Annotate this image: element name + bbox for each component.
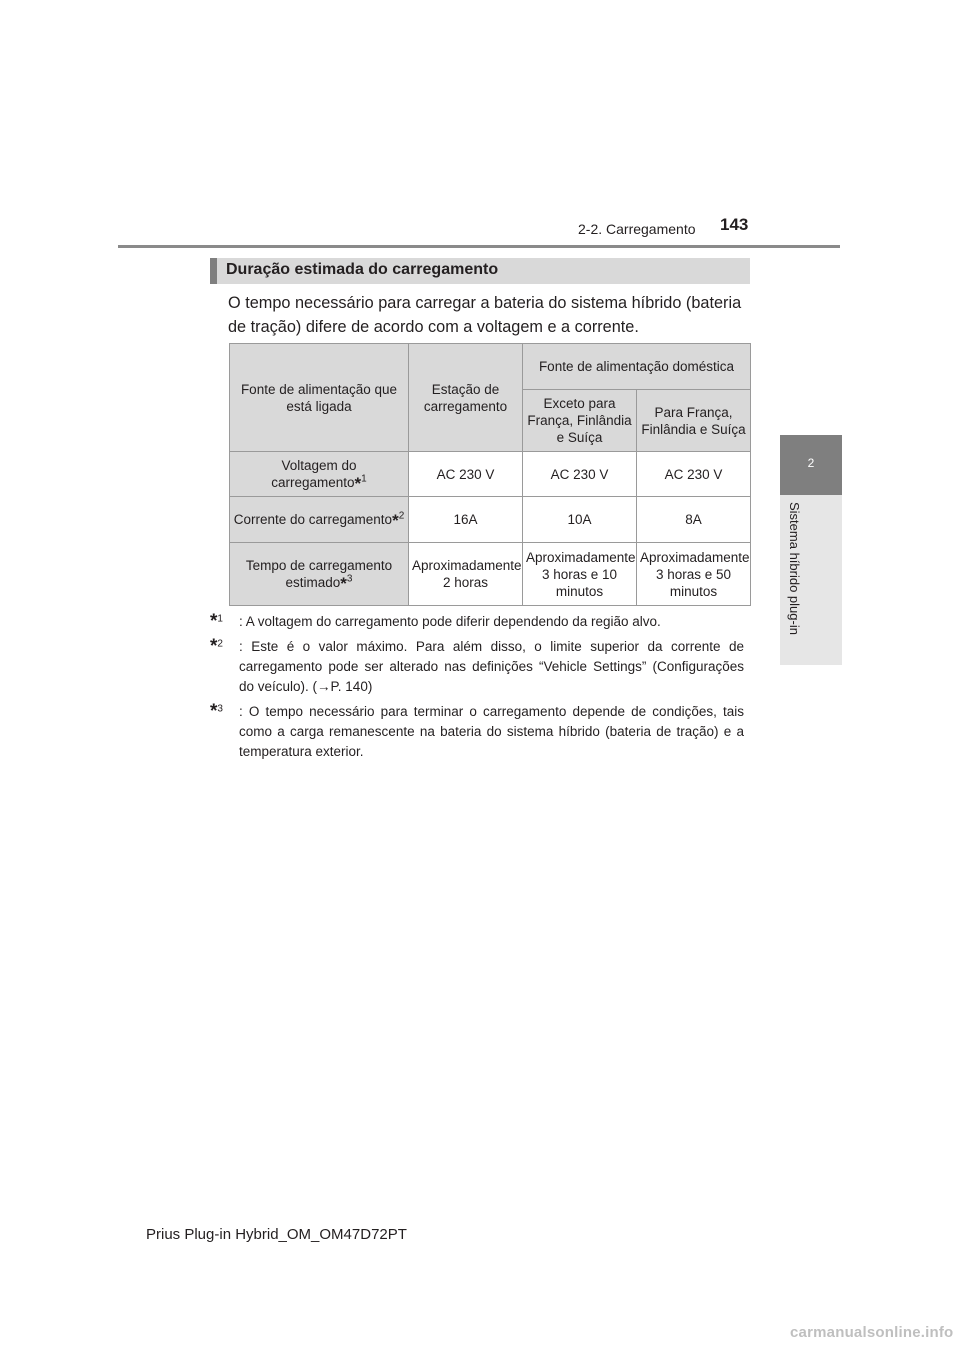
table-cell: 10A <box>523 497 637 543</box>
section-title: Duração estimada do carregamento <box>226 261 499 278</box>
table-row <box>230 497 751 543</box>
footnote-number: 1 <box>217 613 223 625</box>
footnote-item <box>210 702 744 762</box>
header-section-title: 2-2. Carregamento <box>578 221 696 237</box>
table-cell: AC 230 V <box>637 452 751 497</box>
table-cell: AC 230 V <box>523 452 637 497</box>
footnote-text: : Este é o valor máximo. Para além disso, o limite superior da corrente de carregamento pode ser alterado nas definições “Vehicle Settings” (Configurações do veículo). (→P. 140) <box>239 639 744 694</box>
row-label-text: Corrente do carregamento <box>233 511 393 527</box>
table-cell: Aproximadamente 2 horas <box>409 543 523 606</box>
footnote-ref: 1 <box>361 473 367 484</box>
header-domestic-fr-fi-ch: Para França, Finlândia e Suíça <box>637 390 751 452</box>
footnote-star: * <box>354 473 362 493</box>
footnote-star: * <box>340 573 347 593</box>
table-row <box>230 543 751 606</box>
table-cell: 16A <box>409 497 523 543</box>
footnote-star: * <box>210 636 218 657</box>
header-power-source: Fonte de alimentação que está ligada <box>230 344 409 452</box>
footnote-ref: 2 <box>398 510 405 521</box>
manual-id-footer: Prius Plug-in Hybrid_OM_OM47D72PT <box>146 1226 407 1243</box>
page-number: 143 <box>720 215 749 234</box>
chapter-tab-number: 2 <box>780 435 842 495</box>
chapter-tab-title: Sistema híbrido plug-in <box>787 502 802 635</box>
footnote-marker <box>210 612 223 633</box>
table-row <box>230 452 751 497</box>
section-heading-marker <box>210 258 217 284</box>
watermark: carmanualsonline.info <box>790 1324 954 1341</box>
footnote-marker <box>210 637 223 658</box>
header-rule <box>118 245 840 248</box>
charging-time-table <box>229 343 751 606</box>
table-cell: 8A <box>637 497 751 543</box>
footnote-star: * <box>210 701 218 722</box>
footnote-text: : O tempo necessário para terminar o carregamento depende de condições, tais como a carga remanescente na bateria do sistema híbrido (bateria de tração) e a temperatura exterior. <box>239 704 744 759</box>
header-domestic-except: Exceto para França, Finlândia e Suíça <box>523 390 637 452</box>
footnote-ref: 3 <box>346 573 353 584</box>
footnote-number: 2 <box>217 638 223 650</box>
footnotes <box>210 612 744 767</box>
footnote-star: * <box>210 611 218 632</box>
footnote-star: * <box>392 510 399 530</box>
footnote-item <box>210 612 744 632</box>
row-label-text: Voltagem do carregamento <box>271 457 357 490</box>
table-cell: Aproximadamente 3 horas e 50 minutos <box>637 543 751 606</box>
table-cell: AC 230 V <box>409 452 523 497</box>
header-domestic-source: Fonte de alimentação doméstica <box>523 344 751 390</box>
footnote-text: : A voltagem do carregamento pode diferir dependendo da região alvo. <box>239 614 661 629</box>
row-label-time <box>230 543 409 606</box>
footnote-number: 3 <box>217 703 223 715</box>
row-label-text: Tempo de carregamento estimado <box>245 557 393 590</box>
header-charging-station: Estação de carregamento <box>409 344 523 452</box>
footnote-marker <box>210 702 223 723</box>
row-label-current <box>230 497 409 543</box>
table-cell: Aproximadamente 3 horas e 10 minutos <box>523 543 637 606</box>
row-label-voltage <box>230 452 409 497</box>
footnote-item <box>210 637 744 697</box>
intro-paragraph: O tempo necessário para carregar a bateria do sistema híbrido (bateria de tração) difere de acordo com a voltagem e a corrente. <box>228 294 742 336</box>
